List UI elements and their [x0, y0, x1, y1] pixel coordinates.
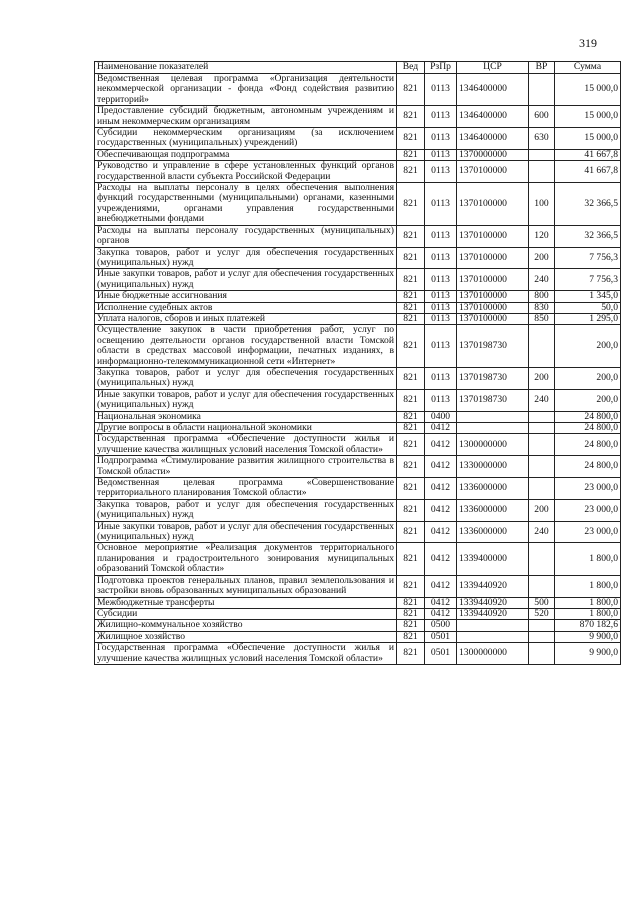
cell-name: Подпрограмма «Стимулирование развития жилищного строительства в Томской области»: [95, 456, 397, 478]
cell-sum: 1 295,0: [555, 313, 621, 324]
cell-csr: 1346400000: [457, 128, 529, 150]
cell-vr: 850: [529, 313, 555, 324]
table-row: [95, 608, 621, 619]
cell-ved: 821: [397, 456, 425, 478]
cell-csr: [457, 631, 529, 642]
cell-sum: 23 000,0: [555, 478, 621, 500]
cell-sum: 1 800,0: [555, 543, 621, 575]
cell-rzpr: 0501: [425, 643, 457, 665]
cell-sum: 7 756,3: [555, 247, 621, 269]
cell-rzpr: 0113: [425, 367, 457, 389]
cell-csr: 1370100000: [457, 247, 529, 269]
cell-vr: 240: [529, 269, 555, 291]
table-row: [95, 183, 621, 226]
cell-sum: 24 800,0: [555, 423, 621, 434]
cell-vr: [529, 620, 555, 631]
header-csr: ЦСР: [457, 62, 529, 74]
cell-name: Иные бюджетные ассигнования: [95, 291, 397, 302]
cell-sum: 24 800,0: [555, 434, 621, 456]
cell-rzpr: 0113: [425, 161, 457, 183]
cell-sum: 32 366,5: [555, 183, 621, 226]
cell-ved: 821: [397, 325, 425, 368]
budget-table: [94, 61, 621, 665]
cell-vr: 200: [529, 247, 555, 269]
cell-ved: 821: [397, 597, 425, 608]
cell-vr: 520: [529, 608, 555, 619]
cell-rzpr: 0501: [425, 631, 457, 642]
cell-ved: 821: [397, 643, 425, 665]
cell-ved: 821: [397, 291, 425, 302]
cell-name: Межбюджетные трансферты: [95, 597, 397, 608]
table-row: [95, 149, 621, 160]
cell-ved: 821: [397, 183, 425, 226]
cell-ved: 821: [397, 106, 425, 128]
cell-rzpr: 0412: [425, 608, 457, 619]
table-row: [95, 543, 621, 575]
cell-rzpr: 0412: [425, 478, 457, 500]
cell-name: Обеспечивающая подпрограмма: [95, 149, 397, 160]
cell-rzpr: 0113: [425, 74, 457, 106]
cell-sum: 41 667,8: [555, 149, 621, 160]
cell-csr: 1346400000: [457, 106, 529, 128]
cell-name: Исполнение судебных актов: [95, 302, 397, 313]
cell-vr: [529, 411, 555, 422]
header-rzpr: РзПр: [425, 62, 457, 74]
cell-csr: 1336000000: [457, 478, 529, 500]
cell-name: Подготовка проектов генеральных планов, правил землепользования и застройки вновь образованных муниципальных образований: [95, 575, 397, 597]
cell-csr: 1370198730: [457, 325, 529, 368]
cell-rzpr: 0113: [425, 225, 457, 247]
cell-name: Иные закупки товаров, работ и услуг для обеспечения государственных (муниципальных) нужд: [95, 269, 397, 291]
cell-vr: 200: [529, 499, 555, 521]
cell-vr: [529, 543, 555, 575]
cell-vr: 600: [529, 106, 555, 128]
cell-csr: 1370100000: [457, 291, 529, 302]
cell-vr: [529, 643, 555, 665]
cell-rzpr: 0500: [425, 620, 457, 631]
cell-csr: 1339440920: [457, 608, 529, 619]
cell-csr: 1370000000: [457, 149, 529, 160]
cell-csr: 1300000000: [457, 643, 529, 665]
cell-sum: 23 000,0: [555, 521, 621, 543]
cell-sum: 24 800,0: [555, 411, 621, 422]
cell-csr: 1370100000: [457, 161, 529, 183]
cell-csr: [457, 423, 529, 434]
cell-sum: 9 900,0: [555, 631, 621, 642]
cell-rzpr: 0412: [425, 423, 457, 434]
cell-name: Ведомственная целевая программа «Совершенствование территориального планирования Томской области»: [95, 478, 397, 500]
cell-vr: 240: [529, 389, 555, 411]
cell-sum: 1 800,0: [555, 575, 621, 597]
cell-name: Ведомственная целевая программа «Организация деятельности некоммерческой организации - фонда «Фонд содействия развитию территорий»: [95, 74, 397, 106]
cell-csr: 1370100000: [457, 302, 529, 313]
table-row: [95, 313, 621, 324]
table-row: [95, 325, 621, 368]
cell-name: Субсидии некоммерческим организациям (за исключением государственных (муниципальных) учреждений): [95, 128, 397, 150]
cell-rzpr: 0113: [425, 302, 457, 313]
table-body: [95, 74, 621, 665]
cell-rzpr: 0113: [425, 291, 457, 302]
cell-csr: 1339440920: [457, 575, 529, 597]
table-row: [95, 291, 621, 302]
cell-vr: 800: [529, 291, 555, 302]
cell-ved: 821: [397, 128, 425, 150]
cell-sum: 15 000,0: [555, 74, 621, 106]
cell-sum: 15 000,0: [555, 106, 621, 128]
table-row: [95, 367, 621, 389]
cell-vr: 120: [529, 225, 555, 247]
cell-csr: 1370198730: [457, 367, 529, 389]
cell-name: Жилищное хозяйство: [95, 631, 397, 642]
cell-vr: 500: [529, 597, 555, 608]
cell-rzpr: 0113: [425, 269, 457, 291]
cell-name: Иные закупки товаров, работ и услуг для обеспечения государственных (муниципальных) нужд: [95, 389, 397, 411]
cell-csr: 1336000000: [457, 499, 529, 521]
cell-sum: 200,0: [555, 389, 621, 411]
cell-csr: [457, 411, 529, 422]
cell-sum: 870 182,6: [555, 620, 621, 631]
cell-ved: 821: [397, 247, 425, 269]
header-sum: Сумма: [555, 62, 621, 74]
cell-ved: 821: [397, 302, 425, 313]
cell-sum: 1 800,0: [555, 597, 621, 608]
cell-name: Предоставление субсидий бюджетным, автономным учреждениям и иным некоммерческим организациям: [95, 106, 397, 128]
cell-rzpr: 0113: [425, 149, 457, 160]
cell-name: Закупка товаров, работ и услуг для обеспечения государственных (муниципальных) нужд: [95, 367, 397, 389]
cell-vr: 200: [529, 367, 555, 389]
cell-rzpr: 0113: [425, 389, 457, 411]
cell-vr: [529, 478, 555, 500]
cell-vr: [529, 149, 555, 160]
cell-ved: 821: [397, 389, 425, 411]
cell-name: Осуществление закупок в части приобретения работ, услуг по освещению деятельности органов государственной власти Томской области в средствах массовой информации, печатных изданиях, в информационно-телекоммуникационной сети «Интернет»: [95, 325, 397, 368]
cell-rzpr: 0412: [425, 456, 457, 478]
cell-rzpr: 0412: [425, 597, 457, 608]
cell-name: Национальная экономика: [95, 411, 397, 422]
cell-sum: 50,0: [555, 302, 621, 313]
cell-name: Закупка товаров, работ и услуг для обеспечения государственных (муниципальных) нужд: [95, 247, 397, 269]
cell-vr: [529, 423, 555, 434]
cell-csr: 1370100000: [457, 269, 529, 291]
table-row: [95, 597, 621, 608]
cell-ved: 821: [397, 74, 425, 106]
cell-rzpr: 0113: [425, 183, 457, 226]
cell-sum: 200,0: [555, 325, 621, 368]
table-row: [95, 411, 621, 422]
cell-csr: 1370100000: [457, 225, 529, 247]
cell-csr: 1370198730: [457, 389, 529, 411]
cell-vr: [529, 434, 555, 456]
table-row: [95, 161, 621, 183]
table-row: [95, 478, 621, 500]
table-row: [95, 499, 621, 521]
cell-ved: 821: [397, 269, 425, 291]
cell-vr: 830: [529, 302, 555, 313]
header-ved: Вед: [397, 62, 425, 74]
table-row: [95, 269, 621, 291]
cell-ved: 821: [397, 575, 425, 597]
cell-name: Расходы на выплаты персоналу государственных (муниципальных) органов: [95, 225, 397, 247]
cell-name: Закупка товаров, работ и услуг для обеспечения государственных (муниципальных) нужд: [95, 499, 397, 521]
cell-ved: 821: [397, 225, 425, 247]
cell-csr: 1370100000: [457, 313, 529, 324]
cell-rzpr: 0412: [425, 434, 457, 456]
cell-sum: 15 000,0: [555, 128, 621, 150]
cell-vr: 630: [529, 128, 555, 150]
table-row: [95, 575, 621, 597]
cell-rzpr: 0400: [425, 411, 457, 422]
cell-csr: 1339440920: [457, 597, 529, 608]
table-row: [95, 620, 621, 631]
cell-rzpr: 0412: [425, 499, 457, 521]
cell-ved: 821: [397, 149, 425, 160]
cell-sum: 9 900,0: [555, 643, 621, 665]
cell-name: Субсидии: [95, 608, 397, 619]
cell-ved: 821: [397, 411, 425, 422]
cell-vr: [529, 575, 555, 597]
cell-ved: 821: [397, 423, 425, 434]
cell-sum: 1 345,0: [555, 291, 621, 302]
header-vr: ВР: [529, 62, 555, 74]
cell-rzpr: 0113: [425, 325, 457, 368]
cell-ved: 821: [397, 313, 425, 324]
table-row: [95, 631, 621, 642]
cell-name: Руководство и управление в сфере установленных функций органов государственной власти субъекта Российской Федерации: [95, 161, 397, 183]
table-row: [95, 302, 621, 313]
cell-ved: 821: [397, 620, 425, 631]
cell-sum: 200,0: [555, 367, 621, 389]
cell-csr: 1330000000: [457, 456, 529, 478]
cell-ved: 821: [397, 499, 425, 521]
cell-sum: 24 800,0: [555, 456, 621, 478]
cell-vr: 100: [529, 183, 555, 226]
cell-sum: 23 000,0: [555, 499, 621, 521]
cell-rzpr: 0113: [425, 106, 457, 128]
cell-vr: 240: [529, 521, 555, 543]
table-row: [95, 247, 621, 269]
cell-ved: 821: [397, 543, 425, 575]
cell-csr: 1346400000: [457, 74, 529, 106]
cell-vr: [529, 456, 555, 478]
cell-rzpr: 0113: [425, 128, 457, 150]
table-row: [95, 225, 621, 247]
cell-name: Государственная программа «Обеспечение доступности жилья и улучшение качества жилищных условий населения Томской области»: [95, 643, 397, 665]
table-row: [95, 128, 621, 150]
table-row: [95, 643, 621, 665]
cell-ved: 821: [397, 521, 425, 543]
cell-csr: 1339400000: [457, 543, 529, 575]
table-row: [95, 521, 621, 543]
header-row: [95, 62, 621, 74]
cell-csr: 1370100000: [457, 183, 529, 226]
cell-vr: [529, 161, 555, 183]
cell-rzpr: 0412: [425, 575, 457, 597]
cell-name: Другие вопросы в области национальной экономики: [95, 423, 397, 434]
table-header: [95, 62, 621, 74]
cell-ved: 821: [397, 478, 425, 500]
cell-name: Жилищно-коммунальное хозяйство: [95, 620, 397, 631]
cell-name: Расходы на выплаты персоналу в целях обеспечения выполнения функций государственными (муниципальными) органами, казенными учреждениями, органами управления государственными внебюджетными фондами: [95, 183, 397, 226]
table-row: [95, 106, 621, 128]
cell-vr: [529, 325, 555, 368]
cell-sum: 41 667,8: [555, 161, 621, 183]
table-row: [95, 456, 621, 478]
cell-ved: 821: [397, 434, 425, 456]
table-row: [95, 389, 621, 411]
cell-ved: 821: [397, 631, 425, 642]
cell-csr: 1300000000: [457, 434, 529, 456]
header-name: Наименование показателей: [95, 62, 397, 74]
cell-name: Иные закупки товаров, работ и услуг для обеспечения государственных (муниципальных) нужд: [95, 521, 397, 543]
cell-ved: 821: [397, 608, 425, 619]
cell-sum: 32 366,5: [555, 225, 621, 247]
cell-csr: 1336000000: [457, 521, 529, 543]
cell-name: Основное мероприятие «Реализация документов территориального планирования и градостроительного зонирования муниципальных образований Томской области»: [95, 543, 397, 575]
cell-vr: [529, 631, 555, 642]
table-row: [95, 423, 621, 434]
cell-ved: 821: [397, 161, 425, 183]
cell-rzpr: 0113: [425, 313, 457, 324]
page-number: 319: [579, 36, 597, 50]
cell-sum: 1 800,0: [555, 608, 621, 619]
cell-name: Государственная программа «Обеспечение доступности жилья и улучшение качества жилищных условий населения Томской области»: [95, 434, 397, 456]
cell-rzpr: 0412: [425, 543, 457, 575]
cell-vr: [529, 74, 555, 106]
cell-csr: [457, 620, 529, 631]
table-row: [95, 74, 621, 106]
cell-rzpr: 0113: [425, 247, 457, 269]
cell-name: Уплата налогов, сборов и иных платежей: [95, 313, 397, 324]
cell-rzpr: 0412: [425, 521, 457, 543]
cell-sum: 7 756,3: [555, 269, 621, 291]
cell-ved: 821: [397, 367, 425, 389]
table-row: [95, 434, 621, 456]
